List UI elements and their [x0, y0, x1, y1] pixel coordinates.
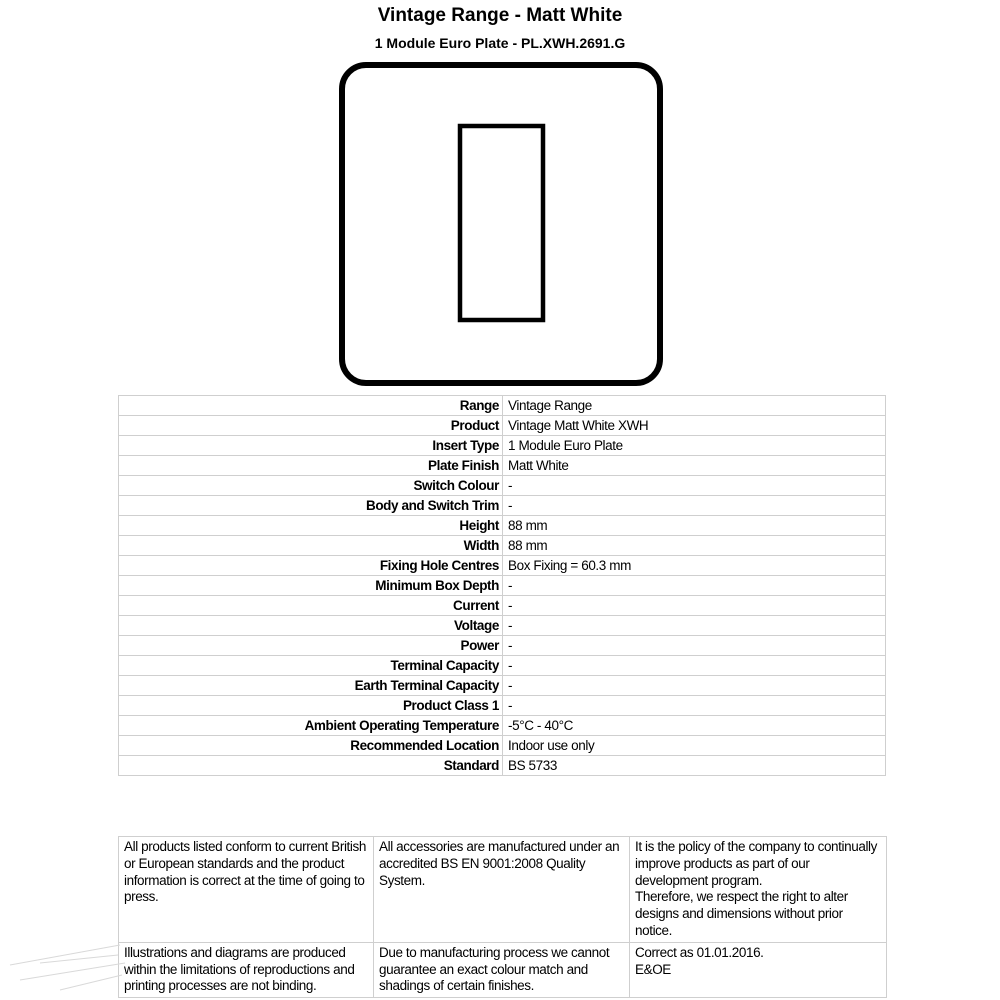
spec-row [119, 616, 886, 636]
spec-row [119, 656, 886, 676]
spec-row [119, 736, 886, 756]
note-standards: All products listed conform to current British or European standards and the product information is correct at the time of going to press. [119, 837, 374, 943]
spec-label: Current [119, 596, 503, 616]
note-policy: It is the policy of the company to continually improve products as part of our development program. Therefore, we respect the right to alter designs and dimensions without prior notice. [630, 837, 887, 943]
spec-label: Ambient Operating Temperature [119, 716, 503, 736]
spec-value: - [503, 596, 886, 616]
spec-value: - [503, 616, 886, 636]
spec-label: Fixing Hole Centres [119, 556, 503, 576]
spec-row [119, 756, 886, 776]
spec-value: Box Fixing = 60.3 mm [503, 556, 886, 576]
spec-row [119, 556, 886, 576]
spec-label: Body and Switch Trim [119, 496, 503, 516]
spec-label: Terminal Capacity [119, 656, 503, 676]
spec-value: Vintage Range [503, 396, 886, 416]
spec-row [119, 536, 886, 556]
spec-value: 88 mm [503, 516, 886, 536]
spec-row [119, 456, 886, 476]
spec-value: -5°C - 40°C [503, 716, 886, 736]
spec-value: - [503, 656, 886, 676]
note-colour-match: Due to manufacturing process we cannot guarantee an exact colour match and shadings of certain finishes. [374, 942, 630, 997]
note-accessories: All accessories are manufactured under an accredited BS EN 9001:2008 Quality System. [374, 837, 630, 943]
euro-plate-diagram [337, 60, 665, 388]
note-illustrations: Illustrations and diagrams are produced within the limitations of reproductions and printing processes are not binding. [119, 942, 374, 997]
spec-label: Height [119, 516, 503, 536]
spec-row [119, 716, 886, 736]
module-aperture-outline [460, 126, 543, 320]
spec-value: - [503, 676, 886, 696]
spec-label: Width [119, 536, 503, 556]
scan-scratch-mark [0, 935, 130, 1000]
spec-value: - [503, 636, 886, 656]
spec-row [119, 696, 886, 716]
specifications-table [118, 395, 886, 776]
spec-value: - [503, 496, 886, 516]
spec-value: - [503, 476, 886, 496]
spec-label: Standard [119, 756, 503, 776]
page-subtitle: 1 Module Euro Plate - PL.XWH.2691.G [374, 35, 626, 51]
spec-label: Recommended Location [119, 736, 503, 756]
spec-label: Product Class 1 [119, 696, 503, 716]
spec-value: Matt White [503, 456, 886, 476]
spec-row [119, 516, 886, 536]
spec-row [119, 636, 886, 656]
spec-row [119, 596, 886, 616]
spec-value: Vintage Matt White XWH [503, 416, 886, 436]
spec-value: Indoor use only [503, 736, 886, 756]
spec-label: Insert Type [119, 436, 503, 456]
spec-label: Earth Terminal Capacity [119, 676, 503, 696]
spec-label: Plate Finish [119, 456, 503, 476]
spec-row [119, 436, 886, 456]
spec-value: 88 mm [503, 536, 886, 556]
disclaimer-table [118, 836, 887, 998]
spec-value: - [503, 696, 886, 716]
spec-row [119, 396, 886, 416]
spec-value: - [503, 576, 886, 596]
spec-row [119, 576, 886, 596]
page-title: Vintage Range - Matt White [377, 5, 623, 26]
spec-label: Minimum Box Depth [119, 576, 503, 596]
spec-row [119, 476, 886, 496]
spec-row [119, 496, 886, 516]
note-correct-date: Correct as 01.01.2016. E&OE [630, 942, 887, 997]
spec-label: Range [119, 396, 503, 416]
spec-row [119, 416, 886, 436]
spec-row [119, 676, 886, 696]
spec-value: BS 5733 [503, 756, 886, 776]
spec-label: Voltage [119, 616, 503, 636]
spec-label: Product [119, 416, 503, 436]
spec-label: Power [119, 636, 503, 656]
spec-label: Switch Colour [119, 476, 503, 496]
spec-value: 1 Module Euro Plate [503, 436, 886, 456]
